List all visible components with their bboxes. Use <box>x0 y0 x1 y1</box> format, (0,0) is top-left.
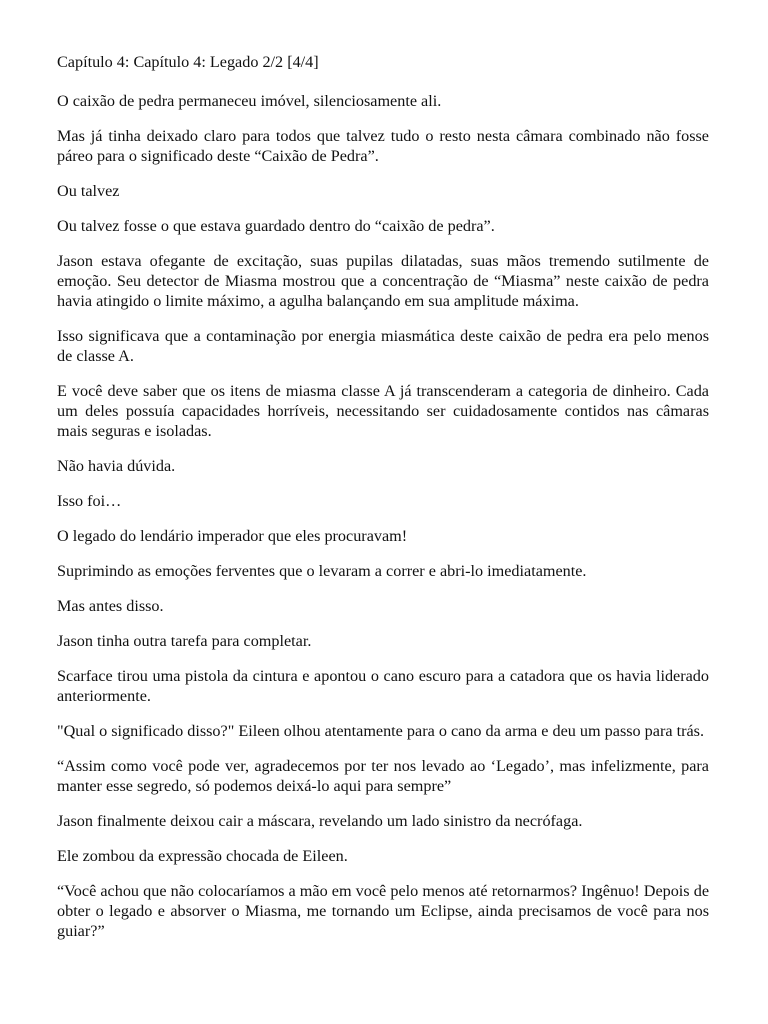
paragraph-13: Jason tinha outra tarefa para completar. <box>57 632 312 650</box>
paragraph-18: Ele zombou da expressão chocada de Eileen. <box>57 847 348 865</box>
paragraph-7: E você deve saber que os itens de miasma classe A já transcenderam a categoria de dinheiro. Cada um deles possuía capacidades horríveis, necessitando ser cuidadosamente contidos nas câmaras mais seguras e isoladas. <box>57 382 709 440</box>
paragraph-15: "Qual o significado disso?" Eileen olhou atentamente para o cano da arma e deu um passo para trás. <box>57 722 705 740</box>
paragraph-3: Ou talvez <box>57 182 120 200</box>
paragraph-12: Mas antes disso. <box>57 597 164 615</box>
document-page <box>57 52 709 956</box>
paragraph-19: “Você achou que não colocaríamos a mão em você pelo menos até retornarmos? Ingênuo! Depois de obter o legado e absorver o Miasma, me tornando um Eclipse, ainda precisamos de você para nos guiar?” <box>57 882 709 940</box>
paragraph-5: Jason estava ofegante de excitação, suas pupilas dilatadas, suas mãos tremendo sutilmente de emoção. Seu detector de Miasma mostrou que a concentração de “Miasma” neste caixão de pedra havia atingido o limite máximo, a agulha balançando em sua amplitude máxima. <box>57 252 709 310</box>
paragraph-14: Scarface tirou uma pistola da cintura e apontou o cano escuro para a catadora que os havia liderado anteriormente. <box>57 667 709 705</box>
paragraph-10: O legado do lendário imperador que eles procuravam! <box>57 527 408 545</box>
paragraph-9: Isso foi… <box>57 492 122 510</box>
paragraph-11: Suprimindo as emoções ferventes que o levaram a correr e abri-lo imediatamente. <box>57 562 587 580</box>
chapter-title: Capítulo 4: Capítulo 4: Legado 2/2 [4/4] <box>57 53 319 71</box>
paragraph-1: O caixão de pedra permaneceu imóvel, silenciosamente ali. <box>57 92 442 110</box>
paragraph-17: Jason finalmente deixou cair a máscara, revelando um lado sinistro da necrófaga. <box>57 812 583 830</box>
paragraph-8: Não havia dúvida. <box>57 457 176 475</box>
paragraph-4: Ou talvez fosse o que estava guardado dentro do “caixão de pedra”. <box>57 217 495 235</box>
paragraph-6: Isso significava que a contaminação por energia miasmática deste caixão de pedra era pelo menos de classe A. <box>57 327 709 365</box>
paragraph-2: Mas já tinha deixado claro para todos que talvez tudo o resto nesta câmara combinado não fosse páreo para o significado deste “Caixão de Pedra”. <box>57 127 709 165</box>
paragraph-16: “Assim como você pode ver, agradecemos por ter nos levado ao ‘Legado’, mas infelizmente, para manter esse segredo, só podemos deixá-lo aqui para sempre” <box>57 757 709 795</box>
